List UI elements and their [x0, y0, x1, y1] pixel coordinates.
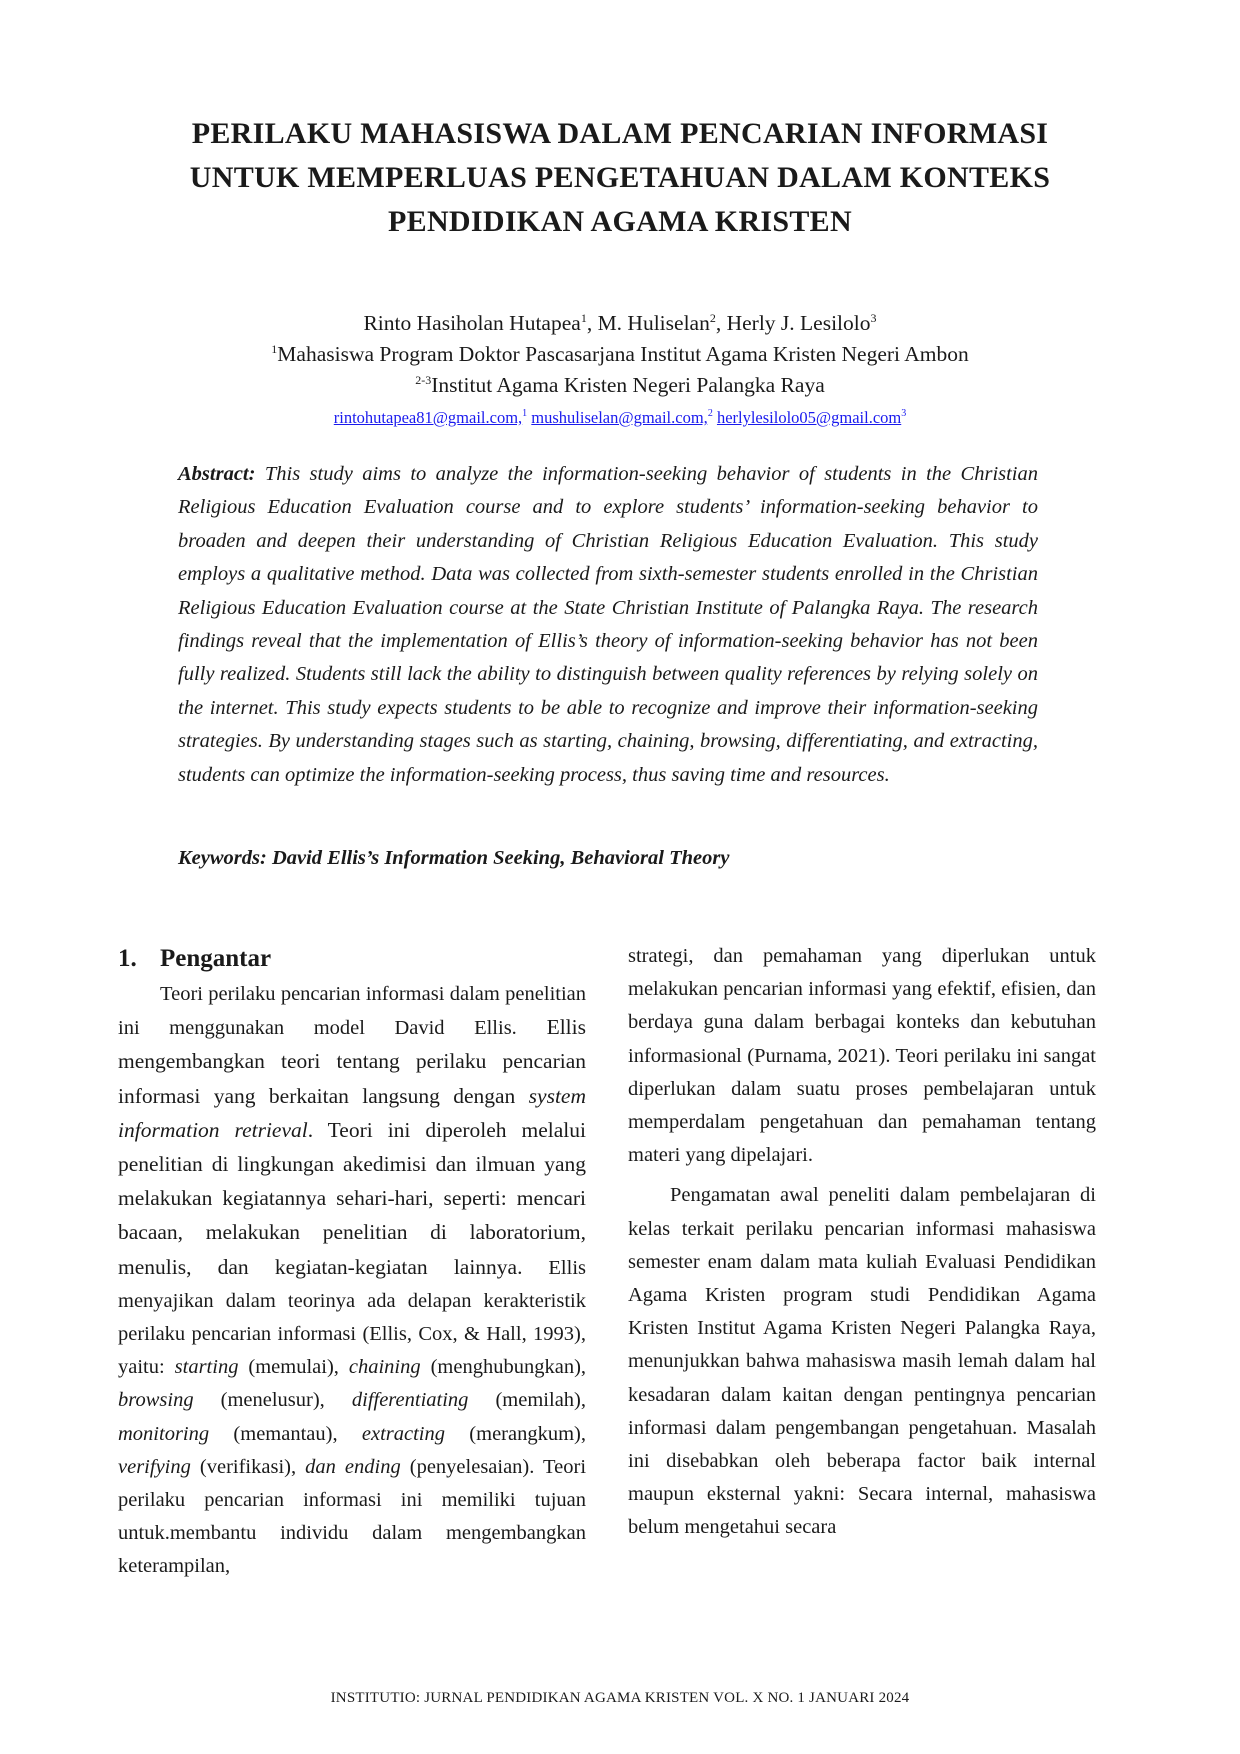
author-1: Rinto Hasiholan Hutapea: [363, 311, 581, 335]
author-block: [100, 308, 1140, 432]
right-paragraph-1: strategi, dan pemahaman yang diperlukan untuk melakukan pencarian informasi yang efektif, efisien, dan berdaya guna dalam berbagai konteks dan kebutuhan informasional (Purnama, 2021). Teori perilaku ini sangat diperlukan dalam suatu proses pembelajaran untuk memperdalam pengetahuan dan pemahaman tentang materi yang dipelajari.: [628, 945, 1096, 1167]
term-extracting: extracting: [361, 1422, 445, 1445]
email-sup-2: 2: [707, 408, 713, 419]
term-chaining: chaining: [348, 1356, 421, 1379]
affiliation-2-sup: 2-3: [415, 373, 432, 387]
term-differentiating: differentiating: [351, 1389, 469, 1412]
email-link-2[interactable]: mushuliselan@gmail.com,: [531, 408, 708, 427]
email-list: [100, 404, 1140, 432]
term-ending-translation: (penyelesaian). Teori perilaku pencarian informasi ini memiliki tujuan untuk.membantu individu dalam mengembangkan keterampilan,: [118, 1455, 587, 1578]
title-line-3: PENDIDIKAN AGAMA KRISTEN: [388, 205, 852, 238]
email-sup-1: 1: [522, 408, 528, 419]
term-ending: dan ending: [305, 1455, 401, 1478]
term-starting: starting: [174, 1356, 239, 1379]
left-paragraph: [118, 978, 586, 1584]
term-chaining-translation: (menghubungkan),: [420, 1356, 587, 1379]
section-heading: [118, 942, 586, 976]
author-3-sup: 3: [870, 311, 877, 325]
term-monitoring: monitoring: [118, 1422, 210, 1445]
email-sup-3: 3: [901, 408, 907, 419]
email-link-1[interactable]: rintohutapea81@gmail.com,: [333, 408, 523, 427]
journal-footer: INSTITUTIO: JURNAL PENDIDIKAN AGAMA KRISTEN VOL. X NO. 1 JANUARI 2024: [330, 1690, 910, 1706]
term-differentiating-translation: (memilah),: [468, 1389, 586, 1412]
right-column: [628, 940, 1096, 1545]
abstract: [178, 458, 1038, 792]
section-number: 1.: [118, 945, 137, 972]
term-browsing: browsing: [118, 1389, 194, 1412]
author-2: , M. Huliselan: [586, 311, 710, 335]
author-1-sup: 1: [580, 311, 587, 325]
affiliation-2-text: Institut Agama Kristen Negeri Palangka Raya: [431, 373, 825, 397]
author-names: [100, 308, 1140, 339]
title-line-1: PERILAKU MAHASISWA DALAM PENCARIAN INFORMASI: [191, 117, 1049, 150]
left-p1-b: Ellis mengembangkan teori tentang perilaku pencarian informasi yang berkaitan langsung dengan: [118, 1015, 586, 1108]
section-title: Pengantar: [160, 945, 272, 972]
left-p1-c: . Teori ini diperoleh melalui penelitian di lingkungan akedimisi dan ilmuan yang melakukan kegiatannya sehari-hari, seperti: mencari bacaan, melakukan penelitian di laboratorium, menulis, dan kegiatan-kegiatan lainnya.: [118, 1117, 586, 1279]
left-column: [118, 942, 586, 1584]
affiliation-2: [100, 370, 1140, 401]
left-p1-d: Ellis menyajikan dalam teorinya ada delapan kerakteristik perilaku pencarian informasi (Ellis, Cox, & Hall, 1993), yaitu:: [118, 1256, 586, 1379]
term-extracting-translation: (merangkum),: [445, 1422, 586, 1445]
email-link-3[interactable]: herlylesilolo05@gmail.com: [716, 408, 902, 427]
right-paragraph-2: Pengamatan awal peneliti dalam pembelajaran di kelas terkait perilaku pencarian informasi mahasiswa semester enam dalam mata kuliah Evaluasi Pendidikan Agama Kristen program studi Pendidikan Agama Kristen Institut Agama Kristen Negeri Palangka Raya, menunjukkan bahwa mahasiswa masih lemah dalam hal kesadaran dalam kaitan dengan pentingnya pencarian informasi dalam pengembangan pengetahuan. Masalah ini disebabkan oleh beberapa factor baik internal maupun eksternal yakni: Secara internal, mahasiswa belum mengetahui secara: [628, 1184, 1096, 1539]
term-browsing-translation: (menelusur),: [193, 1389, 352, 1412]
paper-title: [100, 112, 1140, 244]
term-verifying: verifying: [118, 1455, 191, 1478]
keywords: Keywords: David Ellis’s Information Seeking, Behavioral Theory: [178, 847, 730, 869]
affiliation-1: [100, 339, 1140, 370]
title-line-2: UNTUK MEMPERLUAS PENGETAHUAN DALAM KONTEKS: [189, 161, 1051, 194]
author-3: , Herly J. Lesilolo: [715, 311, 871, 335]
abstract-label: Abstract:: [178, 463, 256, 485]
left-p1-b-italic: system information retrieval: [118, 1083, 586, 1142]
left-p1-a: Teori perilaku pencarian informasi dalam penelitian ini menggunakan model David Ellis.: [118, 983, 586, 1040]
abstract-text: This study aims to analyze the information-seeking behavior of students in the Christian Religious Education Evaluation course and to explore students’ information-seeking behavior to broaden and deepen their understanding of Christian Religious Education Evaluation. This study employs a qualitative method. Data was collected from sixth-semester students enrolled in the Christian Religious Education Evaluation course at the State Christian Institute of Palangka Raya. The research findings reveal that the implementation of Ellis’s theory of information-seeking behavior has not been fully realized. Students still lack the ability to distinguish between quality references by relying solely on the internet. This study expects students to be able to recognize and improve their information-seeking strategies. By understanding stages such as starting, chaining, browsing, differentiating, and extracting, students can optimize the information-seeking process, thus saving time and resources.: [178, 463, 1039, 786]
term-monitoring-translation: (memantau),: [209, 1422, 362, 1445]
affiliation-1-sup: 1: [271, 342, 278, 356]
author-2-sup: 2: [709, 311, 716, 325]
term-verifying-translation: (verifikasi),: [190, 1455, 306, 1478]
affiliation-1-text: Mahasiswa Program Doktor Pascasarjana Institut Agama Kristen Negeri Ambon: [277, 342, 969, 366]
term-starting-translation: (memulai),: [238, 1356, 349, 1379]
